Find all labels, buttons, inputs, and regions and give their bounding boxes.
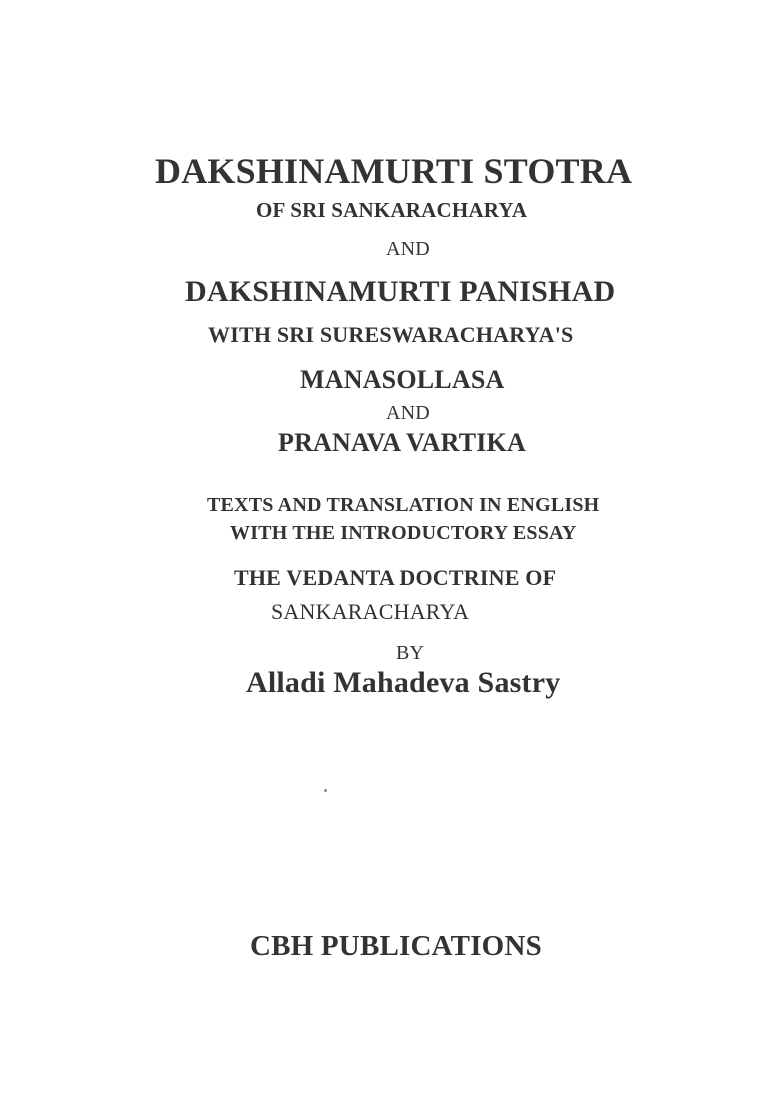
description-line-2: WITH THE INTRODUCTORY ESSAY xyxy=(230,522,577,544)
vartika-title: PRANAVA VARTIKA xyxy=(278,428,526,457)
author-attribution: OF SRI SANKARACHARYA xyxy=(256,198,528,222)
essay-title-line-1: THE VEDANTA DOCTRINE OF xyxy=(234,565,557,590)
main-title: DAKSHINAMURTI STOTRA xyxy=(155,151,633,191)
author-name: Alladi Mahadeva Sastry xyxy=(246,666,561,699)
second-title: DAKSHINAMURTI PANISHAD xyxy=(185,275,616,308)
commentary-title: MANASOLLASA xyxy=(300,365,505,394)
description-line-1: TEXTS AND TRANSLATION IN ENGLISH xyxy=(207,494,600,516)
paper-speck xyxy=(324,789,327,792)
publisher-name: CBH PUBLICATIONS xyxy=(250,930,542,962)
conjunction-and: AND xyxy=(386,238,430,260)
essay-title-line-2: SANKARACHARYA xyxy=(271,599,470,624)
conjunction-and-2: AND xyxy=(386,402,430,424)
by-label: BY xyxy=(396,642,425,664)
commentary-attribution: WITH SRI SURESWARACHARYA'S xyxy=(208,322,574,347)
